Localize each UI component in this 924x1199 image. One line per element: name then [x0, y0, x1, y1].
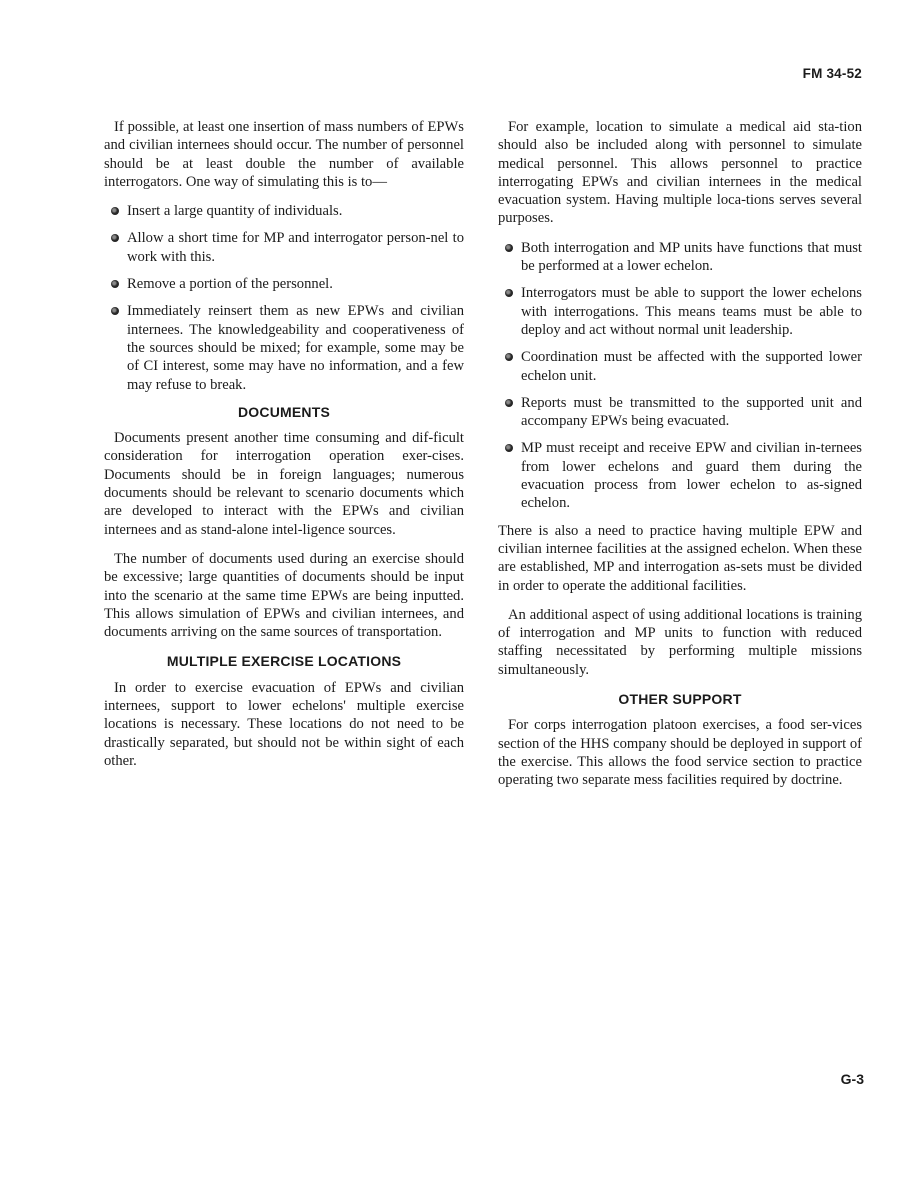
bullet-icon — [505, 444, 513, 452]
right-column — [498, 118, 862, 801]
bullet-icon — [111, 234, 119, 242]
page-number: G-3 — [840, 1071, 864, 1087]
intro-paragraph: If possible, at least one insertion of mass numbers of EPWs and civilian internees should occur. The number of personnel should be at least double the number of available interrogators. One way of simulating this is to— — [104, 119, 464, 190]
list-item: Interrogators must be able to support the lower echelons with interrogations. This means teams must be able to deploy and act without normal unit leadership. — [498, 284, 862, 339]
other-support-heading: OTHER SUPPORT — [618, 691, 742, 708]
documents-heading: DOCUMENTS — [237, 403, 331, 420]
documents-paragraph-1: Documents present another time consuming and dif-ficult consideration for interrogation operation exer-cises. Documents should be in foreign languages; numerous documents should be relevant to scenario documents which are developed to interact with the EPWs and civilian internees and as stand-alone intel-ligence sources. — [104, 430, 464, 538]
bullet-icon — [111, 307, 119, 315]
bullet-icon — [505, 399, 513, 407]
bullet-icon — [505, 289, 513, 297]
left-column — [104, 118, 464, 781]
list-item: Coordination must be affected with the supported lower echelon unit. — [498, 348, 862, 385]
list-item: Reports must be transmitted to the supported unit and accompany EPWs being evacuated. — [498, 394, 862, 431]
list-item: Immediately reinsert them as new EPWs and civilian internees. The knowledgeability and cooperativeness of the sources should be mixed; for example, some may be of CI interest, some may have no information, and a few may refuse to break. — [104, 302, 464, 393]
multiple-exercise-locations-heading: MULTIPLE EXERCISE LOCATIONS — [166, 653, 402, 670]
manual-number-header: FM 34-52 — [802, 66, 862, 81]
list-item: Both interrogation and MP units have functions that must be performed at a lower echelon. — [498, 239, 862, 276]
list-item: Allow a short time for MP and interrogator person-nel to work with this. — [104, 229, 464, 266]
medical-location-paragraph: For example, location to simulate a medical aid sta-tion should also be included along with personnel to simulate medical personnel. This allows personnel to practice interrogating EPWs and civilian internees in the medical evacuation system. Having multiple loca-tions serves several purposes. — [498, 119, 862, 227]
simulation-steps-list — [104, 202, 464, 394]
bullet-icon — [505, 353, 513, 361]
bullet-icon — [505, 244, 513, 252]
multiple-facilities-paragraph: There is also a need to practice having multiple EPW and civilian internee facilities at the assigned echelon. When these are established, MP and interrogation as-sets must be divided in order to operate the additional facilities. — [498, 522, 862, 594]
bullet-icon — [111, 207, 119, 215]
documents-paragraph-2: The number of documents used during an exercise should be excessive; large quantities of documents should be input into the scenario at the same time EPWs are being inputted. This allows simulation of EPWs and civilian internees, and documents arriving on the same sources of transportation. — [104, 550, 464, 641]
additional-aspect-paragraph: An additional aspect of using additional locations is training of interrogation and MP units to function with reduced staffing necessitated by performing multiple missions simultaneously. — [498, 606, 862, 678]
list-item: Insert a large quantity of individuals. — [104, 202, 464, 220]
locations-paragraph: In order to exercise evacuation of EPWs and civilian internees, support to lower echelons' multiple exercise locations is necessary. These locations do not need to be drastically separated, but should not be within sight of each other. — [104, 679, 464, 769]
bullet-icon — [111, 280, 119, 288]
list-item: Remove a portion of the personnel. — [104, 275, 464, 293]
purposes-list — [498, 239, 862, 513]
list-item: MP must receipt and receive EPW and civilian in-ternees from lower echelons and guard them during the evacuation process from lower echelon to as-signed echelon. — [498, 439, 862, 512]
food-services-paragraph: For corps interrogation platoon exercises, a food ser-vices section of the HHS company should be deployed in support of the exercise. This allows the food service section to practice operating two separate mess facilities required by doctrine. — [498, 717, 862, 789]
